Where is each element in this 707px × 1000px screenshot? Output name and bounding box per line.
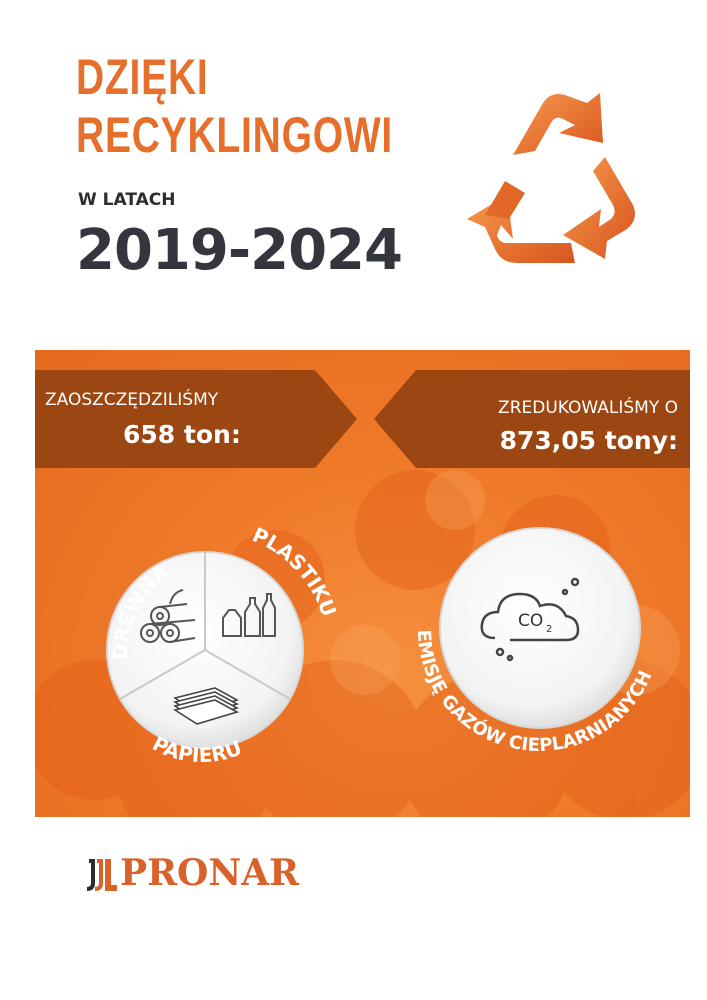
materials-circle (55, 500, 355, 800)
emissions-caption: EMISJĘ GAZÓW CIEPLARNIANYCH (412, 629, 657, 757)
reduced-value: 873,05 tony: (499, 426, 678, 455)
emissions-circle (360, 470, 690, 810)
pronar-brand: PRONAR (120, 852, 300, 894)
years-label: W LATACH (78, 190, 176, 210)
years-range: 2019-2024 (76, 218, 402, 283)
co2-subscript: 2 (546, 624, 553, 635)
ribbon-saved (35, 370, 357, 472)
ribbon-reduced (374, 370, 690, 472)
recycle-icon (455, 85, 655, 285)
title-line-1: DZIĘKI (76, 49, 209, 105)
reduced-label: ZREDUKOWALIŚMY O (498, 398, 678, 418)
stats-banner (35, 350, 690, 817)
saved-label: ZAOSZCZĘDZILIŚMY (45, 390, 219, 410)
saved-value: 658 ton: (123, 420, 241, 449)
segment-label-papieru: PAPIERU (148, 731, 245, 768)
co2-text: CO (518, 611, 544, 631)
segment-label-drewna: DREWNA (107, 559, 174, 661)
header (0, 0, 707, 345)
pronar-logo-icon (85, 855, 119, 895)
ribbon-saved-shape (35, 370, 357, 468)
segment-label-plastiku: PLASTIKU (248, 522, 342, 620)
title-line-2: RECYKLINGOWI (76, 107, 394, 163)
